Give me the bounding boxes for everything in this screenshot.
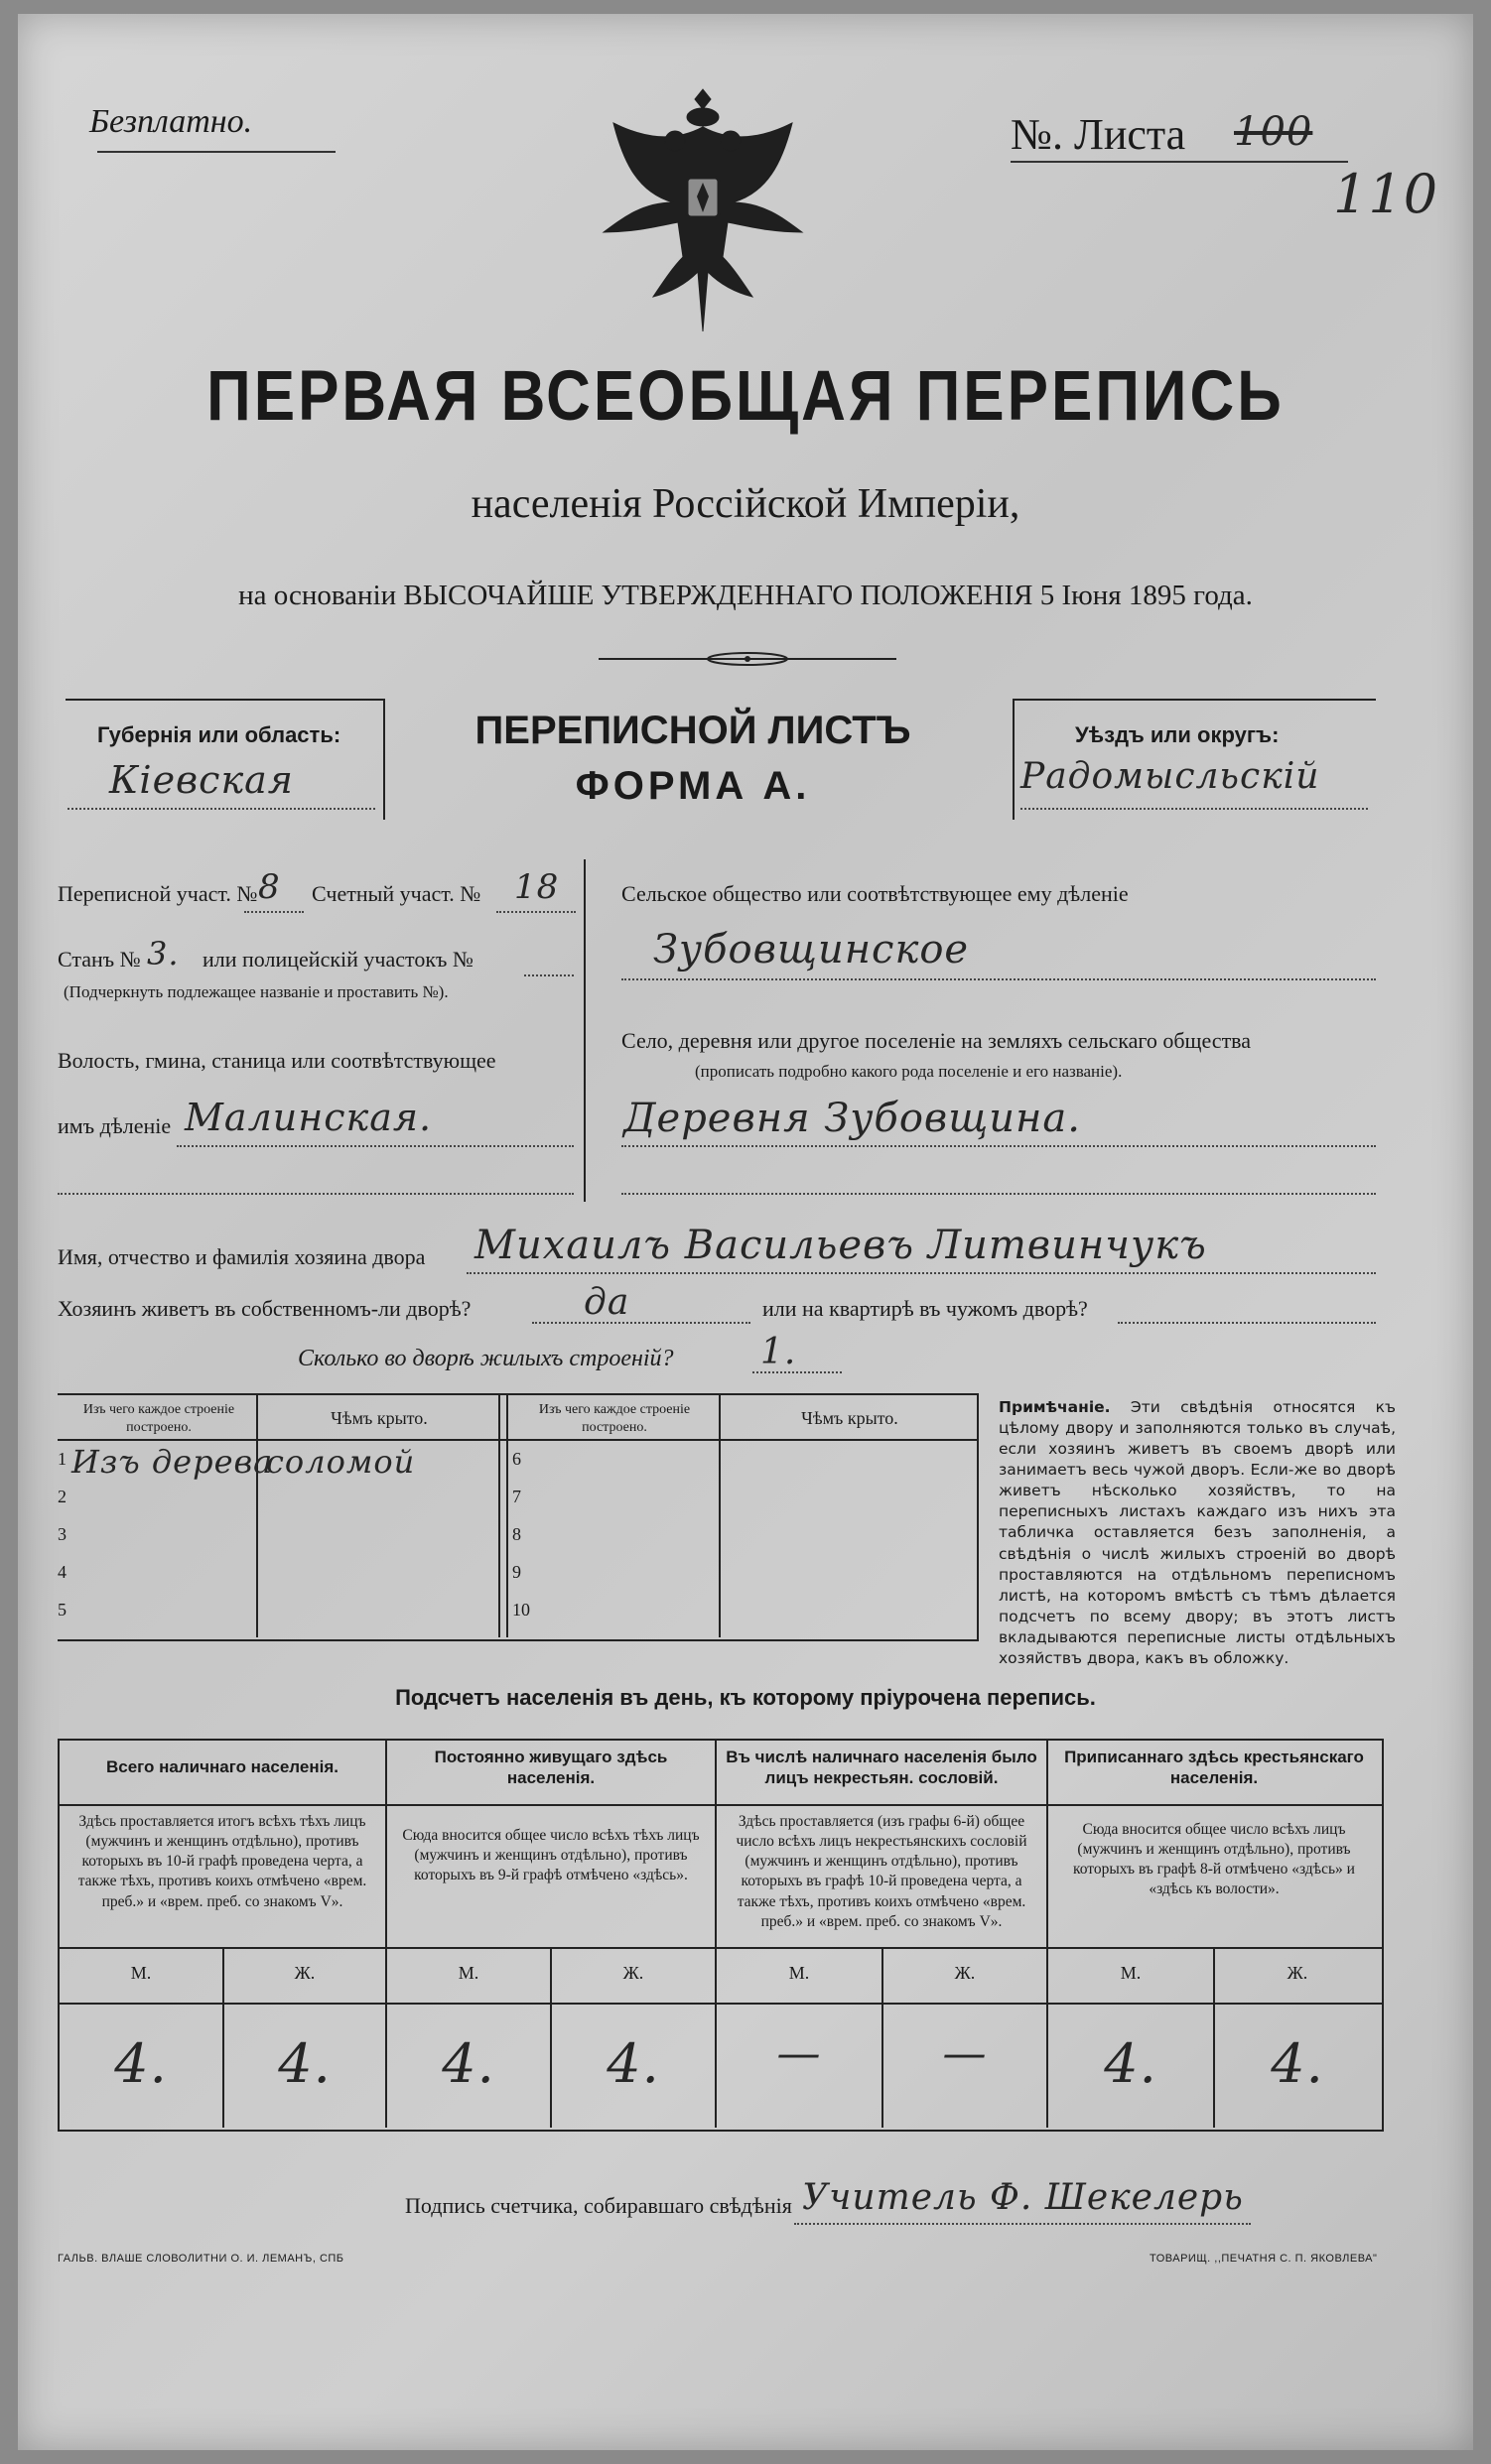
pop-f-label-1: Ж. <box>294 1963 316 1983</box>
pop-m-label-4: М. <box>1120 1963 1142 1983</box>
signature-value: Учитель Ф. Шекелерь <box>802 2177 1244 2218</box>
signature-line <box>794 2223 1251 2225</box>
row-1: 1 <box>58 1449 67 1469</box>
pop-group1-desc: Здѣсь проставляется итогъ всѣхъ тѣхъ лицъ (мужчинъ и женщинъ отдѣльно), противъ которыхъ въ 10-й графѣ проведена черта, а также тѣхъ, противъ коихъ отмѣчено «врем. преб.» и «врем. преб. со знакомъ V». <box>77 1813 367 1910</box>
main-title: ПЕРВАЯ ВСЕОБЩАЯ ПЕРЕПИСЬ <box>206 356 1285 437</box>
row-5: 5 <box>58 1600 67 1620</box>
pop-group2-header: Постоянно живущаго здѣсь населенія. <box>434 1748 668 1788</box>
owner-line <box>467 1272 1376 1274</box>
province-label: Губернія или область: <box>97 722 341 747</box>
pop-group3-desc: Здѣсь проставляется (изъ графы 6-й) общее число всѣхъ лицъ некрестьянскихъ сословій (мужчинъ и женщинъ отдѣльно), противъ которыхъ въ графѣ 10-й проведена черта, а также тѣхъ, противъ коихъ отмѣчено «врем. преб.» и «врем. преб. со знакомъ V». <box>736 1813 1027 1930</box>
pop-group4-header: Приписаннаго здѣсь крестьянскаго населенія. <box>1064 1748 1364 1788</box>
pop-total-m: 4. <box>114 2032 168 2095</box>
population-title: Подсчетъ населенія въ день, къ которому пріурочена перепись. <box>395 1685 1096 1710</box>
pop-f-label-3: Ж. <box>954 1963 976 1983</box>
buildings-col2-header: Чѣмъ крыто. <box>331 1408 428 1428</box>
pop-m-label-1: М. <box>130 1963 152 1983</box>
pop-permanent-m: 4. <box>442 2032 495 2095</box>
buildings-table-header-rule <box>58 1439 979 1441</box>
subtitle: населенія Россійской Имперіи, <box>471 481 1020 527</box>
rural-society-line <box>621 978 1376 980</box>
pop-group3-header: Въ числѣ наличнаго населенія было лицъ некрестьян. сословій. <box>726 1748 1037 1788</box>
row-10: 10 <box>512 1600 530 1620</box>
sheet-number-crossed: 100 <box>1234 109 1313 155</box>
pop-permanent-f: 4. <box>607 2032 660 2095</box>
buildings-line <box>752 1371 842 1373</box>
village-value: Деревня Зубовщина. <box>623 1096 1081 1141</box>
volost-line <box>177 1145 574 1147</box>
pop-header-rule <box>58 1804 1382 1806</box>
buildings-mid-rule <box>498 1395 500 1637</box>
imperial-eagle-emblem-icon <box>584 83 822 341</box>
census-plot-line <box>244 911 304 913</box>
pop-peasant-f: 4. <box>1271 2032 1324 2095</box>
note-title: Примѣчаніе. <box>999 1398 1111 1416</box>
census-plot-value: 8 <box>258 867 281 907</box>
owner-label: Имя, отчество и фамилія хозяина двора <box>58 1244 426 1269</box>
police-line <box>524 974 574 976</box>
pop-group4-desc: Сюда вносится общее число всѣхъ лицъ (мужчинъ и женщинъ отдѣльно), противъ которыхъ въ графѣ 8-й отмѣчено «здѣсь» и «здѣсь къ волости». <box>1073 1821 1355 1898</box>
village-line <box>621 1145 1376 1147</box>
row-7: 7 <box>512 1487 521 1506</box>
pop-peasant-m: 4. <box>1104 2032 1157 2095</box>
buildings-col-rule-2 <box>719 1395 721 1637</box>
rural-society-value: Зубовщинское <box>653 927 970 973</box>
buildings-label: Сколько во дворѣ жилыхъ строеній? <box>298 1346 674 1371</box>
census-plot-label: Переписной участ. № <box>58 881 258 906</box>
pop-f-label-2: Ж. <box>622 1963 644 1983</box>
signature-label: Подпись счетчика, собиравшаго свѣдѣнія <box>405 2193 792 2218</box>
footer-left: ГАЛЬВ. ВЛАШЕ СЛОВОЛИТНИ О. И. ЛЕМАНЪ, СПБ <box>58 2253 344 2265</box>
row1-roof: соломой <box>266 1443 416 1481</box>
volost-line-2 <box>58 1193 574 1195</box>
row-8: 8 <box>512 1524 521 1544</box>
census-sheet <box>18 14 1473 2450</box>
rent-label: или на квартирѣ въ чужомъ дворѣ? <box>762 1296 1088 1321</box>
province-value: Кіевская <box>109 758 294 802</box>
form-type: ФОРМА А. <box>575 764 811 808</box>
volost-value: Малинская. <box>185 1096 433 1139</box>
buildings-col1-header-right: Изъ чего каждое строеніе построено. <box>538 1402 691 1435</box>
legal-basis: на основаніи ВЫСОЧАЙШЕ УТВЕРЖДЕННАГО ПОЛОЖЕНІЯ 5 Іюня 1895 года. <box>238 580 1253 611</box>
field-divider <box>584 859 586 1202</box>
ornament-divider-icon <box>599 649 896 669</box>
pop-nonpeasant-m: — <box>776 2028 822 2079</box>
stan-value: 3. <box>147 935 180 973</box>
district-label: Уѣздъ или округъ: <box>1075 722 1280 747</box>
row-6: 6 <box>512 1449 521 1469</box>
buildings-col2-header-right: Чѣмъ крыто. <box>801 1408 898 1428</box>
district-value: Радомысльскій <box>1020 756 1320 797</box>
count-plot-value: 18 <box>514 867 560 907</box>
buildings-col1-header: Изъ чего каждое строеніе построено. <box>82 1402 235 1435</box>
pop-f-label-4: Ж. <box>1287 1963 1308 1983</box>
volost-label-2: имъ дѣленіе <box>58 1113 172 1138</box>
pop-desc-rule <box>58 1947 1382 1949</box>
footer-right: ТОВАРИЩ. ,,ПЕЧАТНЯ С. П. ЯКОВЛЕВА" <box>1150 2253 1378 2265</box>
count-plot-label: Счетный участ. № <box>312 881 481 906</box>
free-label: Безплатно. <box>89 103 253 140</box>
sheet-number-handwritten: 110 <box>1333 163 1439 225</box>
underline-note: (Подчеркнуть подлежащее названіе и проставить №). <box>64 982 449 1001</box>
rent-line <box>1118 1322 1376 1324</box>
owner-value: Михаилъ Васильевъ Литвинчукъ <box>474 1223 1207 1268</box>
own-yard-value: да <box>584 1282 630 1323</box>
stan-label: Станъ № <box>58 947 141 972</box>
village-note: (прописать подробно какого рода поселеніе и его названіе). <box>695 1062 1123 1081</box>
rural-society-label: Сельское общество или соотвѣтствующее ему дѣленіе <box>621 881 1129 906</box>
row-3: 3 <box>58 1524 67 1544</box>
row-4: 4 <box>58 1562 67 1582</box>
pop-mf-rule <box>58 2003 1382 2005</box>
district-line <box>1020 808 1368 810</box>
count-plot-line <box>496 911 576 913</box>
pop-group1-header: Всего наличнаго населенія. <box>106 1757 339 1776</box>
pop-nonpeasant-f: — <box>942 2028 988 2079</box>
row-2: 2 <box>58 1487 67 1506</box>
volost-label-1: Волость, гмина, станица или соотвѣтствующее <box>58 1048 496 1073</box>
buildings-value: 1. <box>760 1332 797 1372</box>
sheet-number-underline <box>1011 161 1348 163</box>
pop-group2-desc: Сюда вносится общее число всѣхъ тѣхъ лицъ (мужчинъ и женщинъ отдѣльно), противъ которыхъ въ 9-й графѣ отмѣчено «здѣсь». <box>402 1827 700 1884</box>
form-title: ПЕРЕПИСНОЙ ЛИСТЪ <box>474 709 911 752</box>
pop-m-label-2: М. <box>458 1963 479 1983</box>
row-9: 9 <box>512 1562 521 1582</box>
row1-material: Изъ дерева <box>71 1443 274 1481</box>
pop-total-f: 4. <box>278 2032 332 2095</box>
note <box>999 1397 1396 1669</box>
pop-m-label-3: М. <box>788 1963 810 1983</box>
buildings-col-rule <box>256 1395 258 1637</box>
police-label: или полицейскій участокъ № <box>203 947 474 972</box>
own-yard-label: Хозяинъ живетъ въ собственномъ-ли дворѣ? <box>58 1296 472 1321</box>
note-text: Эти свѣдѣнія относятся къ цѣлому двору и заполняются только въ случаѣ, если хозяинъ живетъ въ своемъ дворѣ или занимаетъ весь чужой дворъ. Если-же во дворѣ живетъ нѣсколько хозяйствъ, то на переписныхъ листахъ каждаго изъ нихъ эта табличка оставляется безъ заполненія, а свѣдѣнія о числѣ жилыхъ строеній во дворѣ проставляются на отдѣльномъ переписномъ листѣ, на которомъ вмѣстѣ съ тѣмъ дѣлается подсчетъ по всему двору; въ этотъ листъ вкладываются переписные листы отдѣльныхъ хозяйствъ двора, какъ въ обложку. <box>999 1398 1396 1667</box>
village-line-2 <box>621 1193 1376 1195</box>
free-underline <box>97 151 336 153</box>
sheet-number-label: №. Листа <box>1011 110 1186 159</box>
buildings-mid-rule-2 <box>506 1395 508 1637</box>
province-line <box>68 808 375 810</box>
own-yard-line <box>532 1322 750 1324</box>
village-label: Село, деревня или другое поселеніе на земляхъ сельскаго общества <box>621 1028 1252 1053</box>
